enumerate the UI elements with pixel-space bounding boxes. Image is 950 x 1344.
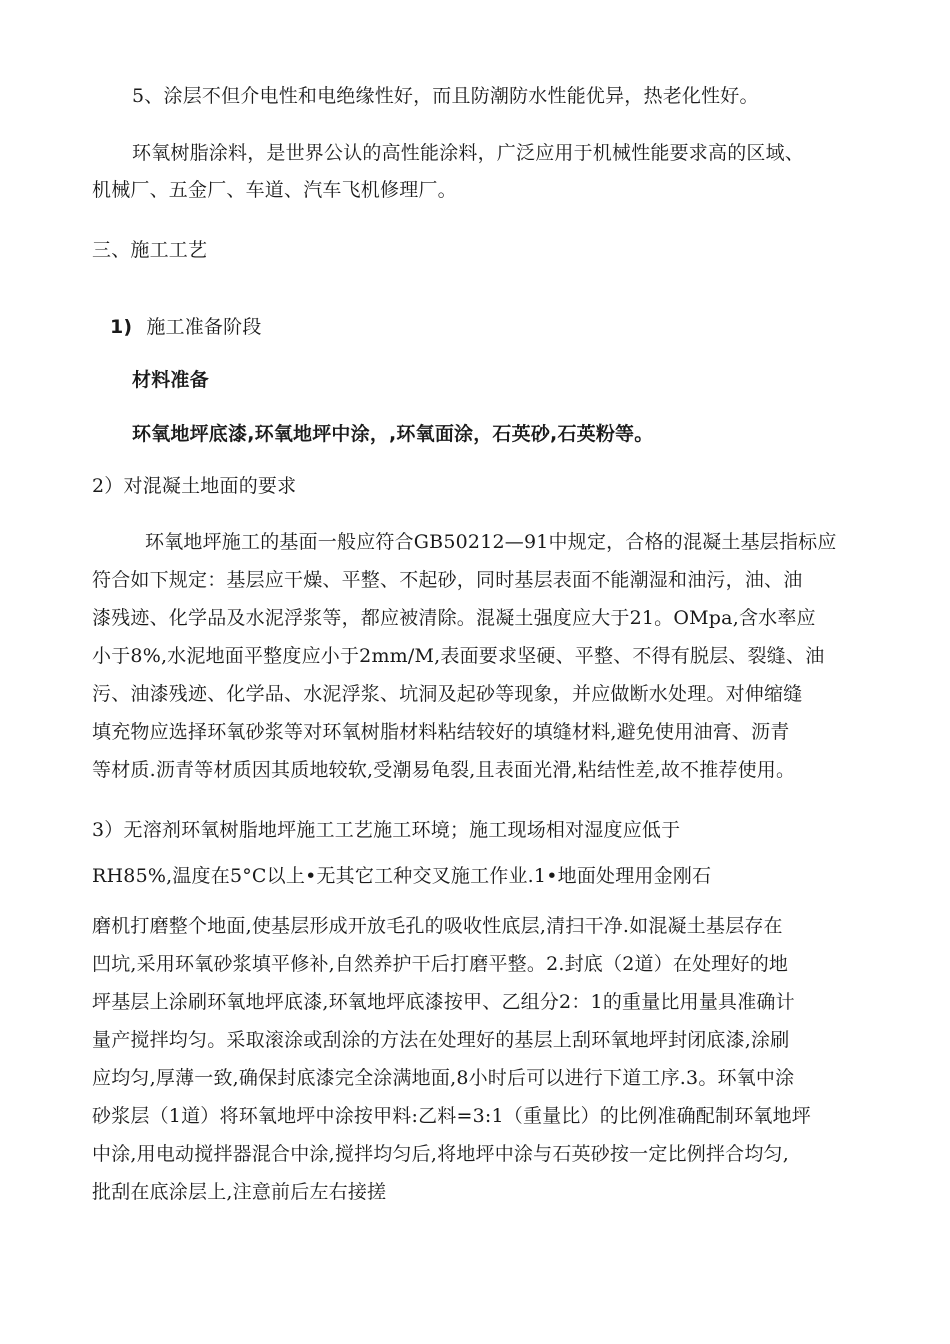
paragraph-line: 符合如下规定：基层应干燥、平整、不起砂，同时基层表面不能潮湿和油污，油、油 xyxy=(92,569,803,591)
paragraph-line: 机械厂、五金厂、车道、汽车飞机修理厂。 xyxy=(92,179,457,201)
paragraph-line: 小于8%,水泥地面平整度应小于2mm/M,表面要求坚硬、平整、不得有脱层、裂缝、油 xyxy=(92,645,825,667)
subsection-title: 施工准备阶段 xyxy=(146,316,262,338)
list-number: 1) xyxy=(110,316,133,338)
bold-heading: 材料准备 xyxy=(132,369,209,391)
paragraph-line: 环氧地坪施工的基面一般应符合GB50212—91中规定，合格的混凝土基层指标应 xyxy=(145,531,837,553)
paragraph-line: 砂浆层（1道）将环氧地坪中涂按甲料:乙料=3:1（重量比）的比例准确配制环氧地坪 xyxy=(92,1105,811,1127)
paragraph-line: 磨机打磨整个地面,使基层形成开放毛孔的吸收性底层,清扫干净.如混凝土基层存在 xyxy=(92,915,783,937)
paragraph-line: 等材质.沥青等材质因其质地较软,受潮易龟裂,且表面光滑,粘结性差,故不推荐使用。 xyxy=(92,759,796,781)
subsection-heading xyxy=(110,313,262,341)
section-heading: 三、施工工艺 xyxy=(92,239,208,261)
subsection-heading: 2）对混凝土地面的要求 xyxy=(92,475,297,497)
paragraph-line: 中涂,用电动搅拌器混合中涂,搅拌均匀后,将地坪中涂与石英砂按一定比例拌合均匀, xyxy=(92,1143,789,1165)
paragraph-line: RH85%,温度在5°C以上•无其它工种交叉施工作业.1•地面处理用金刚石 xyxy=(92,865,712,887)
paragraph-line: 坪基层上涂刷环氧地坪底漆,环氧地坪底漆按甲、乙组分2：1的重量比用量具准确计 xyxy=(92,991,795,1013)
paragraph-line: 批刮在底涂层上,注意前后左右接搓 xyxy=(92,1181,387,1203)
paragraph-line: 3）无溶剂环氧树脂地坪施工工艺施工环境；施工现场相对湿度应低于 xyxy=(92,819,681,841)
paragraph-line: 污、油漆残迹、化学品、水泥浮浆、坑洞及起砂等现象，并应做断水处理。对伸缩缝 xyxy=(92,683,803,705)
paragraph-line: 应均匀,厚薄一致,确保封底漆完全涂满地面,8小时后可以进行下道工序.3。环氧中涂 xyxy=(92,1067,795,1089)
paragraph-line: 量产搅拌均匀。采取滚涂或刮涂的方法在处理好的基层上刮环氧地坪封闭底漆,涂刷 xyxy=(92,1029,790,1051)
paragraph-line: 填充物应选择环氧砂浆等对环氧树脂材料粘结较好的填缝材料,避免使用油膏、沥青 xyxy=(92,721,790,743)
bold-paragraph: 环氧地坪底漆,环氧地坪中涂，,环氧面涂，石英砂,石英粉等。 xyxy=(132,423,654,445)
paragraph-line: 5、涂层不但介电性和电绝缘性好，而且防潮防水性能优异，热老化性好。 xyxy=(132,85,759,107)
paragraph-line: 漆残迹、化学品及水泥浮浆等，都应被清除。混凝土强度应大于21。OMpa,含水率应 xyxy=(92,607,816,629)
paragraph-line: 环氧树脂涂料，是世界公认的高性能涂料，广泛应用于机械性能要求高的区域、 xyxy=(132,142,805,164)
paragraph-line: 凹坑,采用环氧砂浆填平修补,自然养护干后打磨平整。2.封底（2道）在处理好的地 xyxy=(92,953,789,975)
